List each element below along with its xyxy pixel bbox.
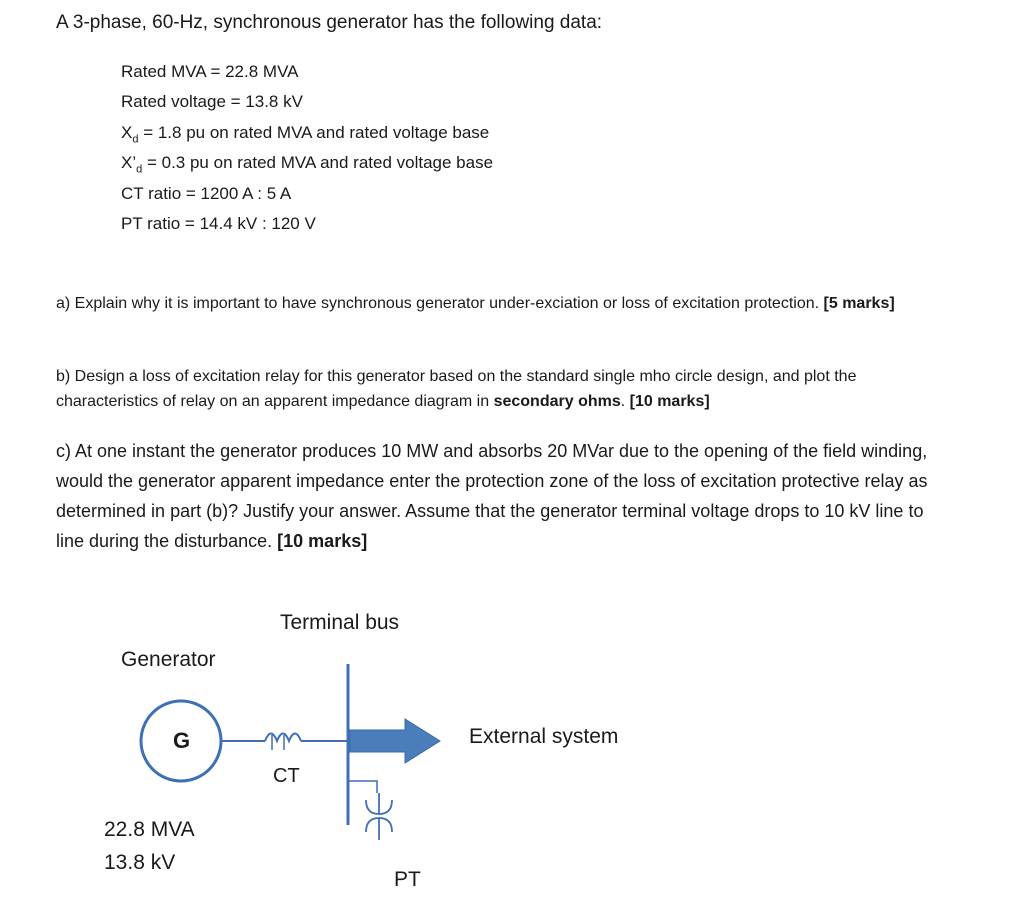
question-b-mid: . [620, 393, 630, 410]
external-system-label: External system [469, 725, 619, 748]
rated-mva-line: Rated MVA = 22.8 MVA [121, 62, 299, 81]
question-a-text: a) Explain why it is important to have synchronous generator under-exciation or loss of excitation protection. [56, 295, 824, 312]
pt-label: PT [394, 868, 421, 891]
generator-symbol: G [173, 728, 191, 753]
ct-label: CT [273, 765, 300, 787]
question-b-marks: [10 marks] [629, 393, 710, 410]
xpd-symbol: X’ [121, 153, 137, 172]
question-c-marks: [10 marks] [277, 531, 368, 551]
power-flow-arrow [350, 719, 440, 763]
generator-mva-label: 22.8 MVA [104, 818, 195, 841]
generator-label: Generator [121, 648, 216, 671]
ct-ratio-line: CT ratio = 1200 A : 5 A [121, 184, 292, 203]
question-b-bold: secondary ohms [493, 393, 621, 410]
question-b-text: b) Design a loss of excitation relay for this generator based on the standard single mho circle design, and plot the characteristics of relay on an apparent impedance diagram in [56, 368, 857, 410]
xd-symbol: X [121, 123, 133, 142]
terminal-bus-label: Terminal bus [280, 611, 400, 634]
xd-text: = 1.8 pu on rated MVA and rated voltage base [138, 123, 490, 142]
xd-subscript: d [132, 133, 139, 146]
question-a-marks: [5 marks] [823, 295, 895, 312]
generator-kv-label: 13.8 kV [104, 851, 176, 874]
ct-coil [265, 734, 301, 742]
rated-voltage-line: Rated voltage = 13.8 kV [121, 92, 303, 111]
question-c-text: c) At one instant the generator produces 10 MW and absorbs 20 MVar due to the opening of the field winding, would the generator apparent impedance enter the protection zone of the loss of excitation protective relay as determined in part (b)? Justify your answer. Assume that the generator terminal voltage drops to 10 kV line to line during the disturbance. [56, 441, 928, 551]
xpd-text: = 0.3 pu on rated MVA and rated voltage base [142, 153, 494, 172]
pt-ratio-line: PT ratio = 14.4 kV : 120 V [121, 214, 316, 233]
xpd-subscript: d [136, 163, 143, 176]
problem-title: A 3-phase, 60-Hz, synchronous generator has the following data: [56, 12, 603, 33]
pt-tap-line [348, 781, 377, 793]
